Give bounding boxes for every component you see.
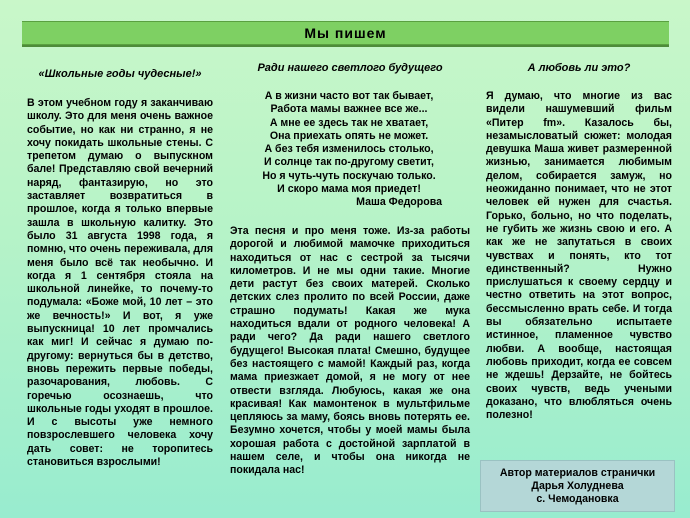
poem-signature: Маша Федорова	[356, 196, 442, 209]
author-box	[480, 460, 675, 512]
banner-title: Мы пишем	[304, 25, 387, 41]
column3-title: А любовь ли это?	[527, 62, 631, 74]
poem-line: И солнце так по-другому светит,	[264, 156, 434, 169]
author-caption: Автор материалов странички	[499, 466, 656, 479]
column3-text: Я думаю, что многие из вас видели нашумевший фильм «Питер fm». Казалось бы, незамысловатый сюжет: молодая девушка Маша живет размеренной жизнью, занимается любимым делом, собирается замуж, но неожиданно понимает, что не этот человек ей нужен для счастья. Горько, больно, но что поделать, не губить же жизнь свою и его. А как же не запутаться в своих чувствах и понять, кто тот единственный? Нужно прислушаться к своему сердцу и честно ответить на этот вопрос, бессмысленно врать себе. И тогда вы обязательно испытаете истинное, пламенное чувство любви. А вообще, настоящая любовь приходит, когда ее совсем не ждешь! Дерзайте, не бойтесь своих чувств, ведь учеными доказано, что влюбляться очень полезно!	[486, 90, 672, 422]
author-name: Дарья Холуднева	[531, 479, 624, 492]
poem-line: А без тебя изменилось столько,	[264, 143, 434, 156]
section-banner	[22, 21, 669, 45]
poem-line: А мне ее здесь так не хватает,	[269, 116, 429, 129]
poem-line: Но я чуть-чуть поскучаю только.	[262, 169, 436, 182]
poem-line: А в жизни часто вот так бывает,	[264, 90, 434, 102]
column2-text: Эта песня и про меня тоже. Из-за работы дорогой и любимой мамочке приходиться находиться от нас с сестрой за тысячи километров. И не мы одни такие. Многие дети растут без своих матерей. Сколько детских слез пролито по всей России, даже страшно подумать! Какая же мука находиться вдали от родного человека! А ради чего? Да ради нашего светлого будущего! Высокая плата! Смешно, будущее без настоящего с мамой! Каждый раз, когда мама приезжает домой, я не могу от нее отвести взгляда. Любуюсь, какая же она красивая! Как мамонтенок в мультфильме цепляюсь за маму, боясь вновь потерять ее. Безумно хочется, чтобы у моей мамы была хорошая работа с достойной зарплатой в нашем селе, и чтобы она никогда не покидала нас!	[230, 225, 470, 477]
author-village: с. Чемодановка	[536, 492, 619, 505]
column1-text: В этом учебном году я заканчиваю школу. Это для меня очень важное событие, но как ни странно, я не хочу покидать школьные стены. С трепетом думаю о выпускном бале! Представляю свой вечерний наряд, фантазирую, но это заставляет возвратиться в прошлое, когда я только впервые зашла в школьную калитку. Это было 31 августа 1998 года, я помню, что очень переживала, для меня было всё так необычно. И когда я 1 сентября стояла на школьной линейке, то почему-то подумала: «Боже мой, 10 лет – это же вечность!» И вот, я уже выпускница! 10 лет промчались как миг! И сейчас я думаю по-другому: вернуться бы в детство, вновь пережить первые победы, разочарования, любовь. С горечью осознаешь, что школьные годы уходят в прошлое. И с высоты уже немного повзрослевшего человека хочу дать совет: не торопитесь становиться взрослыми!	[27, 97, 213, 469]
poem-line: Работа мамы важнее все же...	[270, 103, 428, 116]
column1-title: «Школьные годы чудесные!»	[38, 68, 202, 80]
poem	[244, 90, 454, 210]
poem-line: И скоро мама моя приедет!	[277, 183, 421, 196]
column2-title: Ради нашего светлого будущего	[257, 62, 443, 74]
poem-line: Она приехать опять не может.	[269, 129, 429, 142]
